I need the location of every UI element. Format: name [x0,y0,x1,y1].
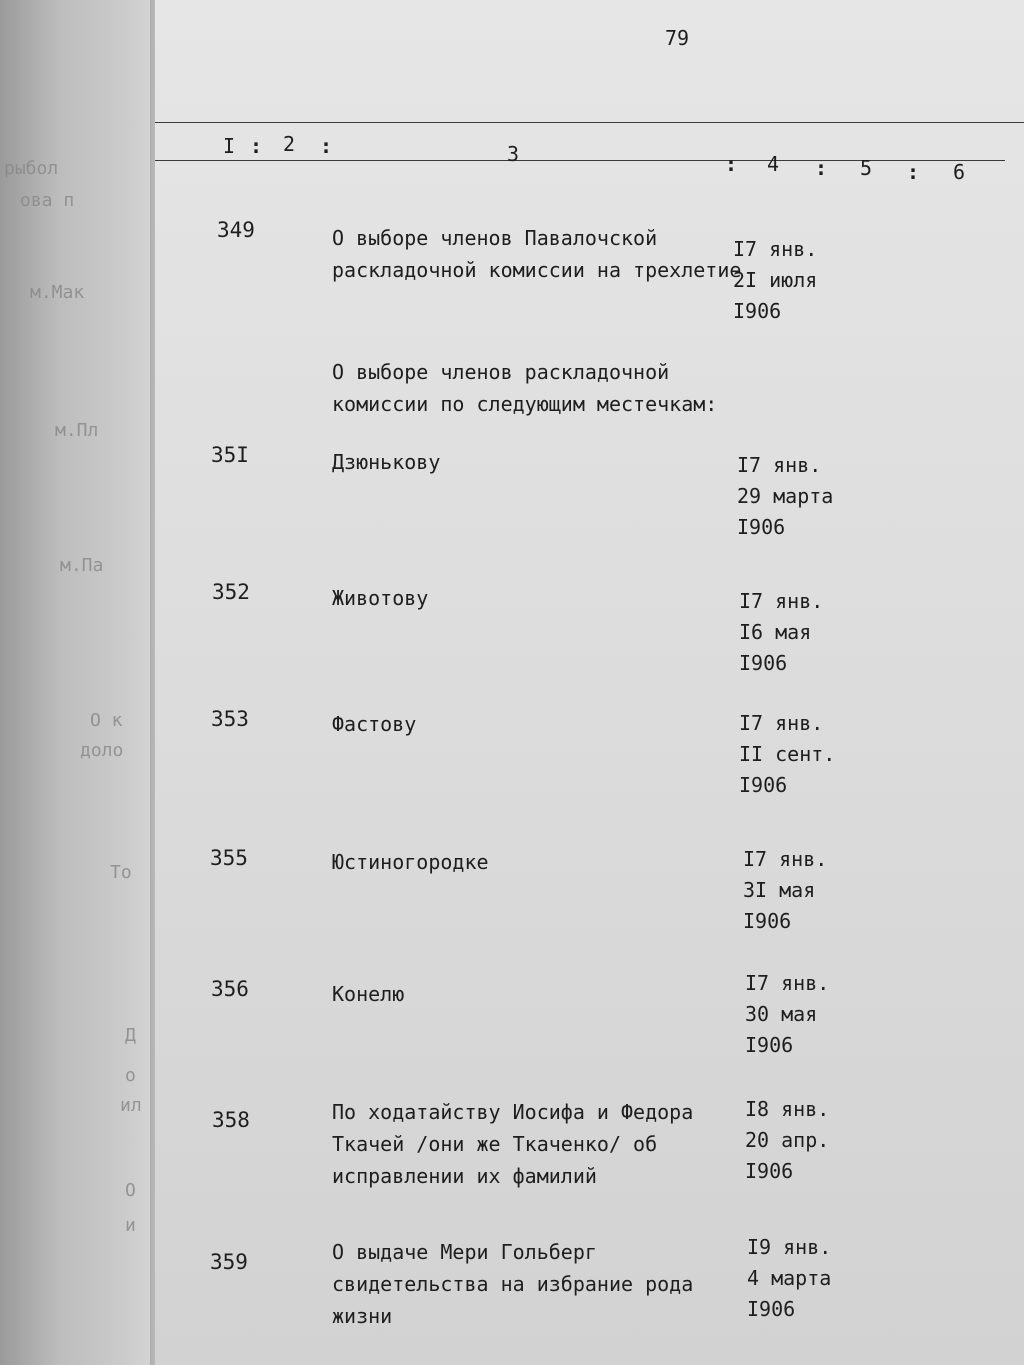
year: I906 [743,909,792,933]
start-date: I7 янв. [739,711,824,735]
end-date: 2I июля [733,268,818,292]
column-header-3: 3 [507,142,520,166]
case-dates [745,968,829,1061]
case-number: 353 [211,707,249,731]
left-page-fragment: м.Мак [30,282,85,303]
left-page-fragment: Д [125,1025,136,1046]
left-page-fragment: и [125,1215,136,1236]
column-header-2: 2 [283,132,296,156]
end-date: 30 мая [745,1002,818,1026]
left-page-fragment: О к [90,710,123,731]
case-title: О выборе членов Павалочской раскладочной комиссии на трехлетие [332,226,742,282]
left-page-fragment: м.Пл [55,420,99,441]
case-dates [739,586,823,679]
case-title: Конелю [332,982,405,1006]
case-title: Юстиногородке [332,850,489,874]
year: I906 [733,299,782,323]
year: I906 [745,1159,794,1183]
case-number: 355 [210,846,248,870]
end-date: 4 марта [747,1266,832,1290]
left-page-fragment: О [125,1180,136,1201]
case-title: По ходатайству Иосифа и Федора Ткачей /они же Ткаченко/ об исправлении их фамилий [332,1100,694,1188]
end-date: 20 апр. [745,1128,830,1152]
case-dates [737,450,833,543]
start-date: I8 янв. [745,1097,830,1121]
case-dates [747,1232,831,1325]
table-header-bottom-rule [155,160,1005,161]
case-title: О выдаче Мери Гольберг свидетельства на избрание рода жизни [332,1240,694,1328]
case-number: 35I [211,443,249,467]
end-date: 3I мая [743,878,816,902]
case-dates [743,844,827,937]
year: I906 [745,1033,794,1057]
case-dates [739,708,835,801]
left-page-fragment: ова п [20,190,75,211]
column-separator: : [907,160,920,184]
page-number: 79 [665,26,690,50]
column-separator: : [320,134,333,158]
end-date: I6 мая [739,620,812,644]
section-heading: О выборе членов раскладочной комиссии по следующим местечкам: [332,360,718,416]
case-dates [733,234,817,327]
table-header-top-rule [155,122,1024,123]
column-header-5: 5 [860,156,873,180]
case-number: 349 [217,218,255,242]
case-title: Дзюнькову [332,450,441,474]
year: I906 [747,1297,796,1321]
case-dates [745,1094,829,1187]
case-title: Фастову [332,712,417,736]
left-page-fragment: м.Па [60,555,104,576]
column-header-4: 4 [767,152,780,176]
column-separator: : [250,134,263,158]
column-header-1: I [223,134,236,158]
case-title: Животову [332,586,429,610]
start-date: I7 янв. [733,237,818,261]
right-page [155,0,1024,1365]
start-date: I7 янв. [739,589,824,613]
end-date: 29 марта [737,484,834,508]
start-date: I7 янв. [745,971,830,995]
case-number: 352 [212,580,250,604]
left-page-fragment: рыбол [4,158,59,179]
year: I906 [737,515,786,539]
column-separator: : [725,152,738,176]
year: I906 [739,773,788,797]
start-date: I7 янв. [743,847,828,871]
start-date: I7 янв. [737,453,822,477]
left-page-fragment: То [110,862,132,883]
start-date: I9 янв. [747,1235,832,1259]
left-page-fragment: ил [120,1095,142,1116]
case-number: 358 [212,1108,250,1132]
left-page-edge [0,0,150,1365]
case-number: 356 [211,977,249,1001]
year: I906 [739,651,788,675]
end-date: II сент. [739,742,836,766]
column-header-6: 6 [953,160,966,184]
left-page-fragment: о [125,1065,136,1086]
case-number: 359 [210,1250,248,1274]
column-separator: : [815,156,828,180]
left-page-fragment: доло [80,740,124,761]
